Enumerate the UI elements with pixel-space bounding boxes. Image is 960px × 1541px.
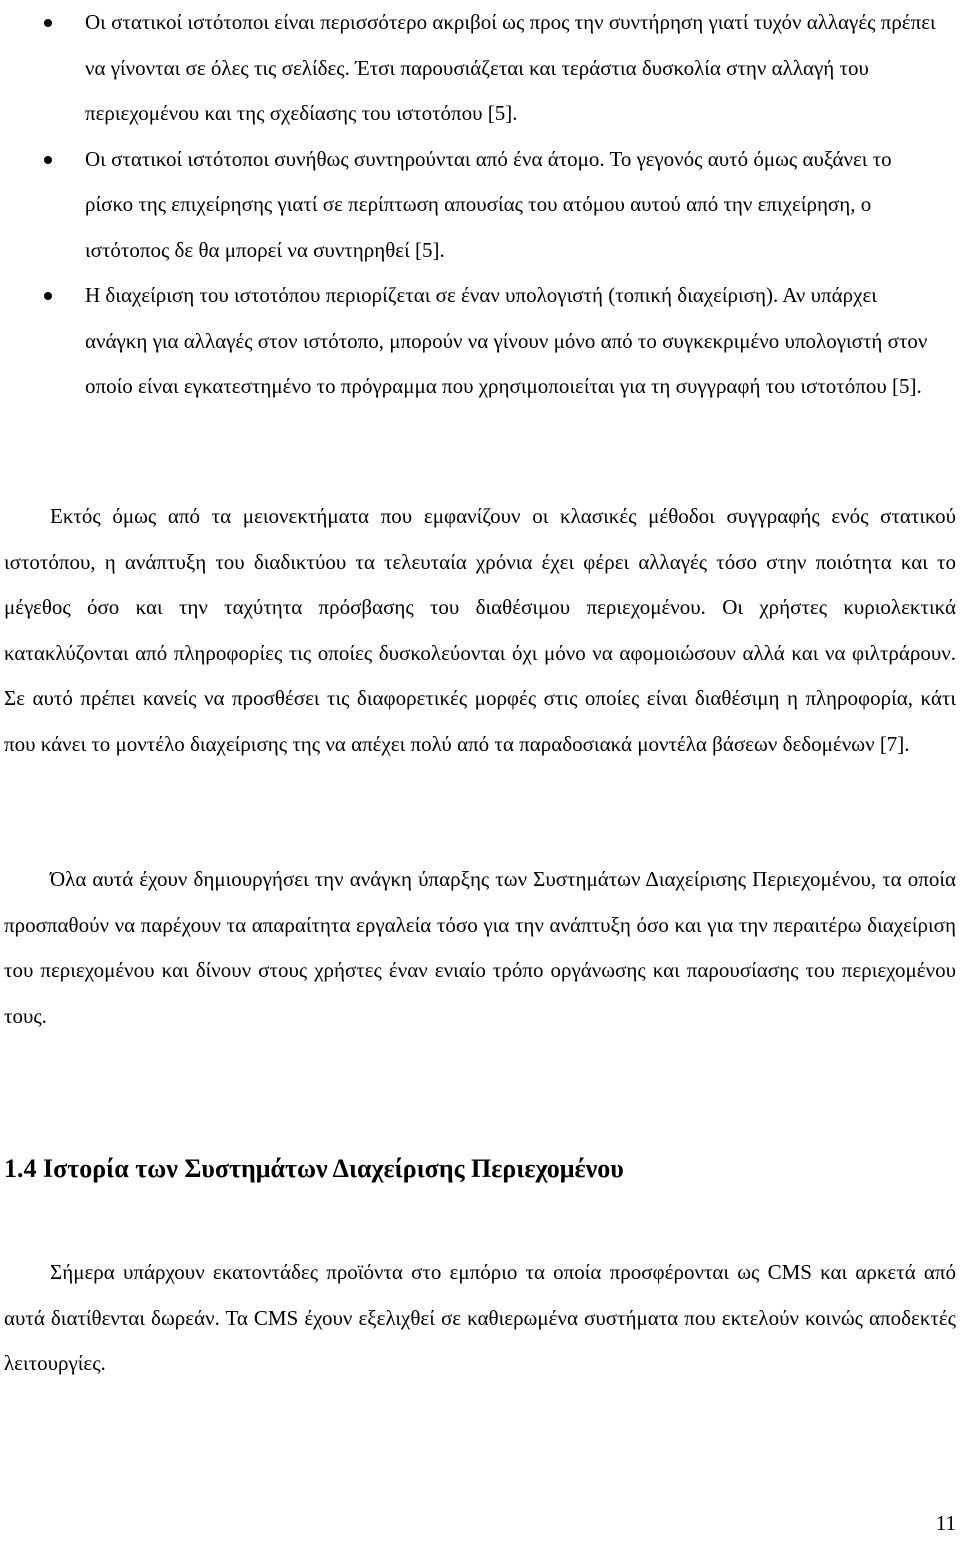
list-item bbox=[0, 0, 960, 137]
body-paragraph: Όλα αυτά έχουν δημιουργήσει την ανάγκη ύπαρξης των Συστημάτων Διαχείρισης Περιεχομένου, τα οποία προσπαθούν να παρέχουν τα απαραίτητα εργαλεία τόσο για την ανάπτυξη όσο και για την περαιτέρω διαχείριση του περιεχομένου και δίνουν στους χρήστες έναν ενιαίο τρόπο οργάνωσης και παρουσίασης του περιεχομένου τους. bbox=[4, 867, 956, 1028]
list-item bbox=[0, 137, 960, 274]
page-number: 11 bbox=[935, 1511, 956, 1535]
section-heading: 1.4 Ιστορία των Συστημάτων Διαχείρισης Περιεχομένου bbox=[4, 1154, 624, 1183]
bullet-icon bbox=[44, 19, 52, 27]
bullet-icon bbox=[44, 156, 52, 164]
bullet-text: Οι στατικοί ιστότοποι συνήθως συντηρούνται από ένα άτομο. Το γεγονός αυτό όμως αυξάνει το ρίσκο της επιχείρησης γιατί σε περίπτωση απουσίας του ατόμου αυτού από την επιχείρηση, ο ιστότοπος δε θα μπορεί να συντηρηθεί [5]. bbox=[85, 146, 892, 262]
list-item bbox=[0, 273, 960, 410]
bullet-text: Οι στατικοί ιστότοποι είναι περισσότερο ακριβοί ως προς την συντήρηση γιατί τυχόν αλλαγές πρέπει να γίνονται σε όλες τις σελίδες. Έτσι παρουσιάζεται και τεράστια δυσκολία στην αλλαγή του περιεχομένου και της σχεδίασης του ιστοτόπου [5]. bbox=[85, 10, 936, 125]
bullet-list bbox=[0, 0, 960, 410]
body-paragraph: Εκτός όμως από τα μειονεκτήματα που εμφανίζουν οι κλασικές μέθοδοι συγγραφής ενός στατικού ιστοτόπου, η ανάπτυξη του διαδικτύου τα τελευταία χρόνια έχει φέρει αλλαγές τόσο στην ποιότητα και το μέγεθος όσο και την ταχύτητα πρόσβασης του διαθέσιμου περιεχομένου. Οι χρήστες κυριολεκτικά κατακλύζονται από πληροφορίες τις οποίες δυσκολεύονται όχι μόνο να αφομοιώσουν αλλά και να φιλτράρουν. Σε αυτό πρέπει κανείς να προσθέσει τις διαφορετικές μορφές στις οποίες είναι διαθέσιμη η πληροφορία, κάτι που κάνει το μοντέλο διαχείρισης της να απέχει πολύ από τα παραδοσιακά μοντέλα βάσεων δεδομένων [7]. bbox=[4, 504, 956, 756]
body-paragraph: Σήμερα υπάρχουν εκατοντάδες προϊόντα στο εμπόριο τα οποία προσφέρονται ως CMS και αρκετά από αυτά διατίθενται δωρεάν. Τα CMS έχουν εξελιχθεί σε καθιερωμένα συστήματα που εκτελούν κοινώς αποδεκτές λειτουργίες. bbox=[4, 1260, 956, 1375]
bullet-icon bbox=[44, 292, 52, 300]
bullet-text: Η διαχείριση του ιστοτόπου περιορίζεται σε έναν υπολογιστή (τοπική διαχείριση). Αν υπάρχει ανάγκη για αλλαγές στον ιστότοπο, μπορούν να γίνουν μόνο από το συγκεκριμένο υπολογιστή στον οποίο είναι εγκατεστημένο το πρόγραμμα που χρησιμοποιείται για τη συγγραφή του ιστοτόπου [5]. bbox=[85, 283, 928, 398]
